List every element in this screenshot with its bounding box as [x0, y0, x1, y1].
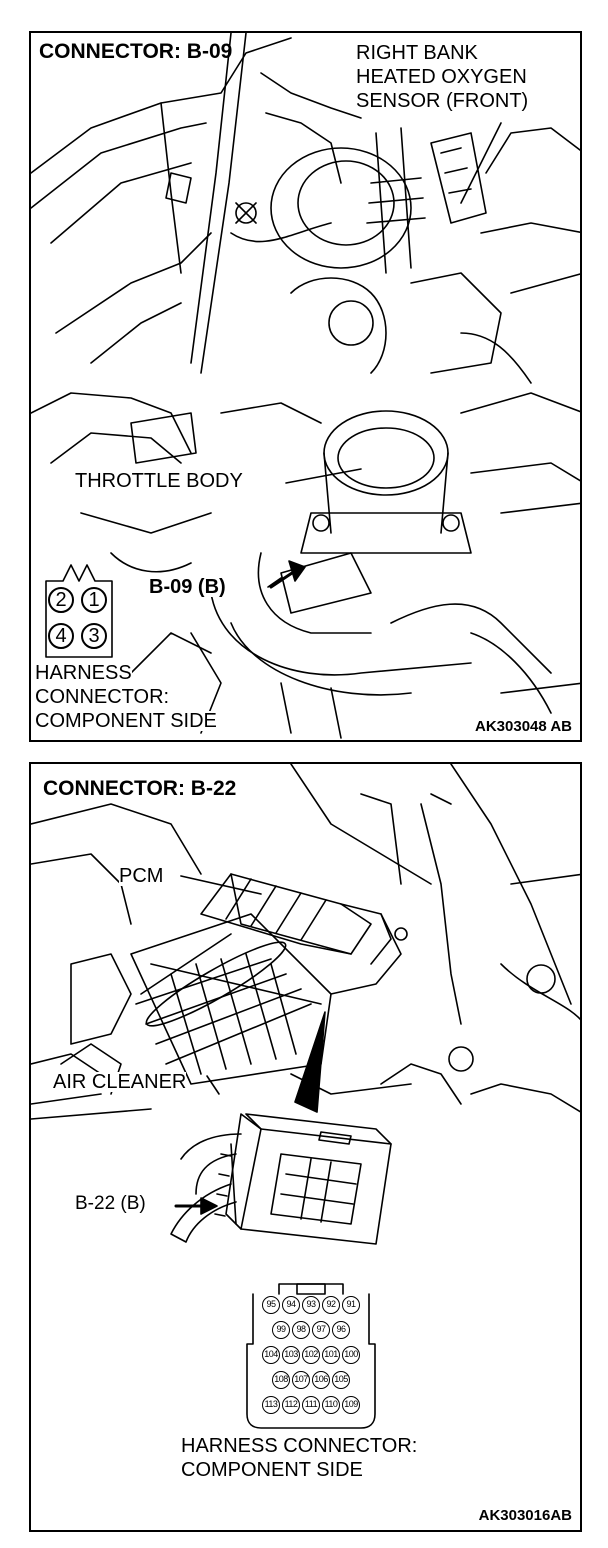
connector-title: CONNECTOR: B-22: [43, 777, 237, 800]
pin: 110: [322, 1396, 340, 1414]
pin: 100: [342, 1346, 360, 1364]
figure-id: AK303016AB: [478, 1507, 572, 1524]
harness-label-line-1: HARNESS: [35, 662, 132, 684]
sensor-label-line-2: HEATED OXYGEN: [356, 66, 527, 88]
pin: 112: [282, 1396, 300, 1414]
pin: 109: [342, 1396, 360, 1414]
pin: 97: [312, 1321, 330, 1339]
pin: 106: [312, 1371, 330, 1389]
pin: 94: [282, 1296, 300, 1314]
pcm-label: PCM: [119, 865, 164, 887]
pin: 103: [282, 1346, 300, 1364]
pin: 105: [332, 1371, 350, 1389]
pin: 1: [81, 587, 107, 613]
pin: 108: [272, 1371, 290, 1389]
pin: 2: [48, 587, 74, 613]
pin: 104: [262, 1346, 280, 1364]
connector-callout: B-09 (B): [149, 576, 226, 598]
pin: 93: [302, 1296, 320, 1314]
pin: 95: [262, 1296, 280, 1314]
harness-label-line-2: CONNECTOR:: [35, 686, 170, 708]
pin: 99: [272, 1321, 290, 1339]
harness-label-line-3: COMPONENT SIDE: [35, 710, 217, 732]
pin: 92: [322, 1296, 340, 1314]
throttle-body-label: THROTTLE BODY: [75, 470, 243, 492]
pin: 91: [342, 1296, 360, 1314]
figure-id: AK303048 AB: [475, 718, 572, 735]
pin: 102: [302, 1346, 320, 1364]
pin: 3: [81, 623, 107, 649]
pin: 111: [302, 1396, 320, 1414]
air-cleaner-label: AIR CLEANER: [53, 1071, 187, 1093]
pin: 101: [322, 1346, 340, 1364]
connector-callout: B-22 (B): [75, 1193, 146, 1214]
connector-b22-panel: [29, 762, 582, 1532]
sensor-label-line-1: RIGHT BANK: [356, 42, 478, 64]
sensor-label-line-3: SENSOR (FRONT): [356, 90, 529, 112]
pin: 96: [332, 1321, 350, 1339]
harness-label-line-1: HARNESS CONNECTOR:: [181, 1435, 418, 1457]
pin: 113: [262, 1396, 280, 1414]
pin: 107: [292, 1371, 310, 1389]
connector-b09-panel: [29, 31, 582, 742]
engine-bay-illustration: [31, 33, 582, 742]
pin: 98: [292, 1321, 310, 1339]
connector-title: CONNECTOR: B-09: [39, 40, 233, 63]
pin: 4: [48, 623, 74, 649]
pcm-air-cleaner-illustration: [31, 764, 582, 1532]
harness-label-line-2: COMPONENT SIDE: [181, 1459, 363, 1481]
